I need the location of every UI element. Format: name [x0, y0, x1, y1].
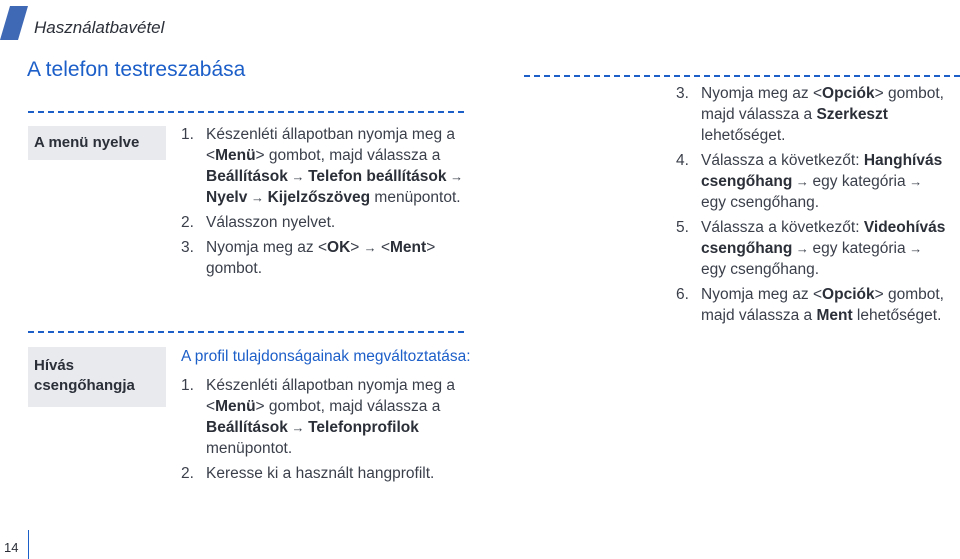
arrow-icon: →: [905, 241, 923, 256]
step-text: Készenléti állapotban nyomja meg a <Menü> gombot, majd válassza a Beállítások → Telefonprofilok menüpontot.: [206, 377, 456, 457]
step-number: 2.: [181, 465, 194, 482]
ringtone-label: Hívás csengőhangja: [28, 347, 166, 407]
arrow-icon: →: [287, 420, 309, 435]
language-label: A menü nyelve: [28, 126, 166, 160]
arrow-icon: →: [905, 174, 923, 189]
step-item: [181, 212, 466, 233]
step-item: [181, 463, 471, 484]
divider: [524, 75, 960, 77]
arrow-icon: →: [287, 169, 309, 184]
arrow-icon: →: [792, 174, 813, 189]
arrow-icon: →: [363, 240, 377, 255]
language-steps: [181, 124, 466, 283]
arrow-icon: →: [792, 241, 813, 256]
page-number-rule: [28, 530, 29, 559]
chapter-accent-bar: [0, 6, 28, 40]
divider: [28, 111, 464, 113]
step-text: Válassza a következőt: Hanghívás csengőhang → egy kategória → egy csengőhang.: [701, 152, 943, 211]
step-number: 3.: [181, 239, 194, 256]
ringtone-steps: [181, 346, 471, 488]
step-item: [676, 217, 946, 280]
step-text: Keresse ki a használt hangprofilt.: [206, 465, 435, 482]
step-item: [181, 237, 466, 279]
step-number: 1.: [181, 126, 194, 143]
arrow-icon: →: [247, 190, 268, 205]
step-number: 5.: [676, 219, 689, 236]
step-text: Válassza a következőt: Videohívás csengőhang → egy kategória → egy csengőhang.: [701, 219, 946, 278]
step-item: [676, 83, 946, 146]
step-text: Nyomja meg az <Opciók> gombot, majd válassza a Ment lehetőséget.: [701, 286, 944, 324]
ringtone-steps-continued: [676, 83, 946, 330]
section-title: A telefon testreszabása: [27, 58, 246, 81]
step-text: Nyomja meg az <OK> → <Ment> gombot.: [206, 239, 436, 277]
step-text: Készenléti állapotban nyomja meg a <Menü> gombot, majd válassza a Beállítások → Telefon beállítások → Nyelv → Kijelzőszöveg menüpontot.: [206, 126, 464, 206]
divider: [28, 331, 464, 333]
step-number: 4.: [676, 152, 689, 169]
arrow-icon: →: [446, 169, 464, 184]
chapter-title: Használatbavétel: [34, 18, 165, 37]
step-number: 1.: [181, 377, 194, 394]
step-text: Nyomja meg az <Opciók> gombot, majd válassza a Szerkeszt lehetőséget.: [701, 85, 944, 144]
step-item: [181, 124, 466, 208]
page-number: 14: [4, 540, 19, 555]
step-item: [181, 375, 471, 459]
step-number: 3.: [676, 85, 689, 102]
step-item: [676, 284, 946, 326]
ringtone-subhead: A profil tulajdonságainak megváltoztatása:: [181, 348, 471, 365]
step-item: [676, 150, 946, 213]
step-number: 6.: [676, 286, 689, 303]
step-number: 2.: [181, 214, 194, 231]
step-text: Válasszon nyelvet.: [206, 214, 336, 231]
